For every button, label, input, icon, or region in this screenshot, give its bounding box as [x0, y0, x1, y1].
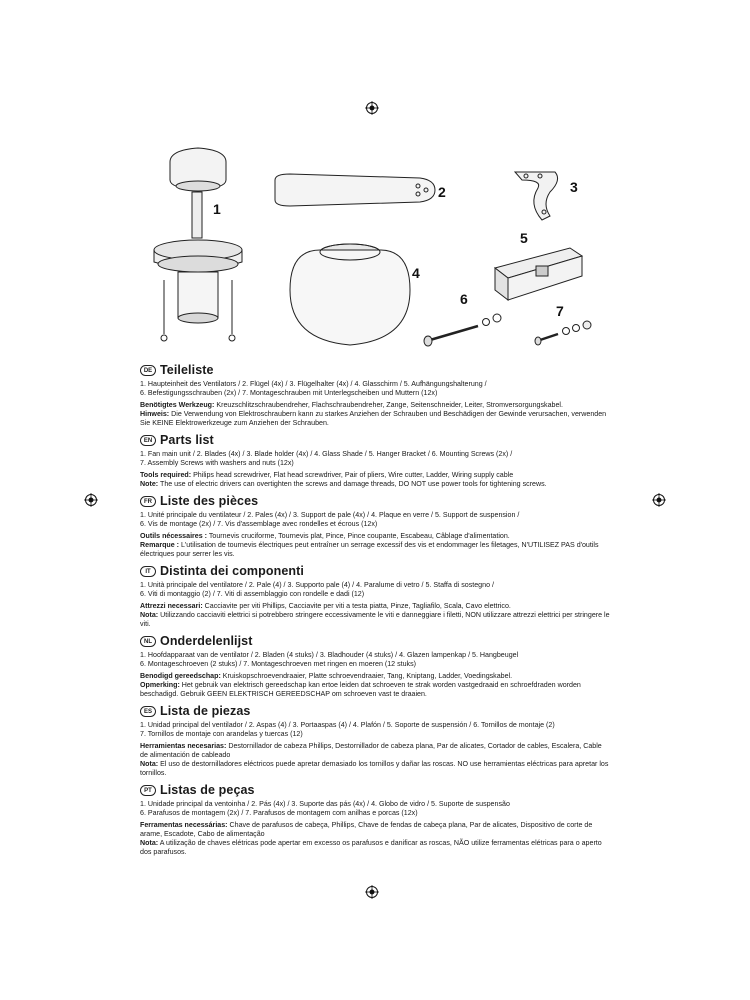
part-label-1: 1 — [213, 201, 221, 217]
parts-list-content — [140, 362, 610, 861]
tools-text: Destornillador de cabeza Phillips, Destornillador de cabeza plana, Par de alicates, Cortador de cables, Escalera, Cable de alimentación de cableado — [140, 742, 602, 759]
tools-paragraph — [140, 471, 610, 480]
tools-label: Attrezzi necessari: — [140, 602, 203, 610]
language-badge: FR — [140, 496, 156, 507]
tools-paragraph — [140, 602, 610, 611]
section-de — [140, 362, 610, 428]
parts-line: 1. Fan main unit / 2. Blades (4x) / 3. Blade holder (4x) / 4. Glass Shade / 5. Hanger Bracket / 6. Mounting Screws (2x) / — [140, 450, 513, 458]
note-paragraph — [140, 541, 610, 559]
note-text: The use of electric drivers can overtighten the screws and damage threads, DO NOT use power tools for tightening screws. — [158, 480, 547, 488]
note-text: Het gebruik van elektrisch gereedschap kan ertoe leiden dat schroeven te strak worden vastgedraaid en schroefdraden worden beschadigd. Gebruik GEEN ELEKTRISCH GEREEDSCHAP om schroeven vast te draaien. — [140, 681, 581, 698]
part-label-5: 5 — [520, 230, 528, 246]
section-title: Listas de peças — [160, 783, 255, 797]
language-badge: IT — [140, 566, 156, 577]
part-label-3: 3 — [570, 179, 578, 195]
section-en — [140, 432, 610, 489]
note-label: Remarque : — [140, 541, 180, 549]
tools-label: Outils nécessaires : — [140, 532, 208, 540]
note-label: Opmerking: — [140, 681, 180, 689]
registration-mark-right-icon — [652, 493, 666, 507]
parts-line: 6. Vis de montage (2x) / 7. Vis d'assemblage avec rondelles et écrous (12x) — [140, 520, 378, 528]
part-label-4: 4 — [412, 265, 420, 281]
parts-line: 6. Befestigungsschrauben (2x) / 7. Montageschrauben mit Unterlegscheiben und Muttern (12x) — [140, 389, 438, 397]
section-title: Onderdelenlijst — [160, 634, 253, 648]
tools-label: Herramientas necesarias: — [140, 742, 227, 750]
language-badge: PT — [140, 785, 156, 796]
section-title: Teileliste — [160, 363, 214, 377]
assembly-screw-icon — [535, 321, 591, 345]
note-text: Die Verwendung von Elektroschraubern kann zu starkes Anziehen der Schrauben und Beschädigen der Gewinde verursachen, verwenden Sie KEINE Elektrowerkzeuge zum Anziehen der Schrauben. — [140, 410, 607, 427]
note-label: Note: — [140, 480, 159, 488]
tools-text: Cacciavite per viti Phillips, Cacciavite per viti a testa piatta, Pinze, Tagliafilo, Scala, Cavo elettrico. — [202, 602, 511, 610]
parts-line: 1. Unidade principal da ventoinha / 2. Pás (4x) / 3. Suporte das pás (4x) / 4. Globo de vidro / 5. Suporte de suspensão — [140, 800, 510, 808]
note-paragraph — [140, 410, 610, 428]
parts-line: 1. Haupteinheit des Ventilators / 2. Flügel (4x) / 3. Flügelhalter (4x) / 4. Glasschirm / 5. Aufhängungshalterung / — [140, 380, 487, 388]
note-paragraph — [140, 681, 610, 699]
note-paragraph — [140, 760, 610, 778]
fan-main-unit-icon — [154, 148, 242, 341]
tools-label: Benodigd gereedschap: — [140, 672, 221, 680]
parts-illustration — [130, 140, 620, 360]
tools-text: Philips head screwdriver, Flat head screwdriver, Pair of pliers, Wire cutter, Ladder, Wiring supply cable — [191, 471, 514, 479]
part-label-7: 7 — [556, 303, 564, 319]
registration-mark-bottom-icon — [365, 885, 379, 899]
tools-paragraph — [140, 672, 610, 681]
registration-mark-top-icon — [365, 101, 379, 115]
section-nl — [140, 633, 610, 699]
parts-line: 1. Unité principale du ventilateur / 2. Pales (4x) / 3. Support de pale (4x) / 4. Plaque en verre / 5. Support de suspension / — [140, 511, 520, 519]
tools-label: Ferramentas necessárias: — [140, 821, 228, 829]
tools-text: Kreuzschlitzschraubendreher, Flachschraubendreher, Zange, Seitenschneider, Leiter, Stromversorgungskabel. — [214, 401, 563, 409]
parts-line: 6. Parafusos de montagem (2x) / 7. Parafusos de montagem com anilhas e porcas (12x) — [140, 809, 418, 817]
note-label: Nota: — [140, 839, 159, 847]
tools-label: Tools required: — [140, 471, 192, 479]
section-fr — [140, 493, 610, 559]
note-label: Nota: — [140, 760, 159, 768]
section-es — [140, 703, 610, 778]
language-badge: DE — [140, 365, 156, 376]
parts-line: 1. Unità principale del ventilatore / 2. Pale (4) / 3. Supporto pale (4) / 4. Paralume di vetro / 5. Staffa di sostegno / — [140, 581, 494, 589]
note-paragraph — [140, 480, 610, 489]
blade-holder-icon — [515, 172, 558, 220]
part-label-6: 6 — [460, 291, 468, 307]
tools-paragraph — [140, 532, 610, 541]
blade-icon — [275, 174, 435, 206]
note-paragraph — [140, 839, 610, 857]
section-title: Lista de piezas — [160, 704, 251, 718]
hanger-bracket-icon — [495, 248, 582, 300]
language-badge: NL — [140, 636, 156, 647]
tools-paragraph — [140, 742, 610, 760]
mounting-screw-icon — [424, 314, 501, 346]
note-text: A utilização de chaves elétricas pode apertar em excesso os parafusos e danificar as roscas, NÃO utilize ferramentas elétricas para o aperto dos parafusos. — [140, 839, 602, 856]
tools-label: Benötigtes Werkzeug: — [140, 401, 215, 409]
section-title: Parts list — [160, 433, 214, 447]
language-badge: ES — [140, 706, 156, 717]
parts-line: 7. Tornillos de montaje con arandelas y tuercas (12) — [140, 730, 303, 738]
glass-shade-icon — [290, 244, 410, 345]
tools-text: Kruiskopschroevendraaier, Platte schroevendraaier, Tang, Kniptang, Ladder, Voedingskabel. — [220, 672, 513, 680]
note-text: L'utilisation de tournevis électriques peut entraîner un serrage excessif des vis et endommager les filetages, N'UTILISEZ PAS d'outils électriques pour serrer les vis. — [140, 541, 599, 558]
part-label-2: 2 — [438, 184, 446, 200]
note-label: Hinweis: — [140, 410, 170, 418]
parts-line: 6. Viti di montaggio (2) / 7. Viti di assemblaggio con rondelle e dadi (12) — [140, 590, 365, 598]
parts-line: 6. Montageschroeven (2 stuks) / 7. Montageschroeven met ringen en moeren (12 stuks) — [140, 660, 417, 668]
registration-mark-left-icon — [84, 493, 98, 507]
section-title: Distinta dei componenti — [160, 564, 304, 578]
parts-line: 1. Hoofdapparaat van de ventilator / 2. Bladen (4 stuks) / 3. Bladhouder (4 stuks) / 4. Glazen lampenkap / 5. Hangbeugel — [140, 651, 519, 659]
note-text: Utilizzando cacciaviti elettrici si potrebbero stringere eccessivamente le viti e danneggiare i filetti, NON utilizzare attrezzi elettrici per stringere le viti. — [140, 611, 610, 628]
section-pt — [140, 782, 610, 857]
tools-text: Chave de parafusos de cabeça, Phillips, Chave de fendas de cabeça plana, Par de alicates, Dispositivo de corte de arame, Escadote, Cabo de alimentação — [140, 821, 593, 838]
note-text: El uso de destornilladores eléctricos puede apretar demasiado los tornillos y dañar las roscas. NO use herramientas eléctricas para apretar los tornillos. — [140, 760, 609, 777]
language-badge: EN — [140, 435, 156, 446]
parts-line: 7. Assembly Screws with washers and nuts (12x) — [140, 459, 294, 467]
note-paragraph — [140, 611, 610, 629]
section-title: Liste des pièces — [160, 494, 259, 508]
section-it — [140, 563, 610, 629]
tools-paragraph — [140, 821, 610, 839]
tools-paragraph — [140, 401, 610, 410]
parts-line: 1. Unidad principal del ventilador / 2. Aspas (4) / 3. Portaaspas (4) / 4. Plafón / 5. Soporte de suspensión / 6. Tornillos de montaje (2) — [140, 721, 555, 729]
note-label: Nota: — [140, 611, 159, 619]
tools-text: Tournevis cruciforme, Tournevis plat, Pince, Pince coupante, Escabeau, Câblage d'alimentation. — [207, 532, 510, 540]
